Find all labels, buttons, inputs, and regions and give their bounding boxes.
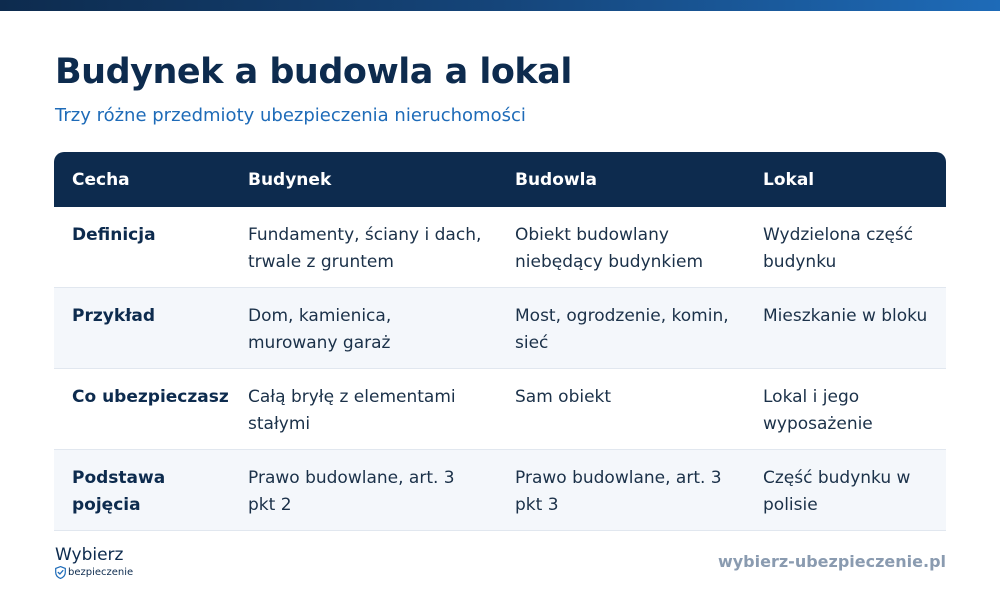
column-header-lokal: Lokal [763,169,815,190]
table-cell: Mieszkanie w bloku [763,306,928,326]
page-title: Budynek a budowla a lokal [55,52,572,92]
page-subtitle: Trzy różne przedmioty ubezpieczenia nieruchomości [55,105,526,126]
table-cell: Prawo budowlane, art. 3 pkt 3 [515,468,722,515]
row-label: Definicja [72,225,156,245]
table-cell: Fundamenty, ściany i dach, trwale z gruntem [248,225,482,272]
shield-check-icon [55,566,66,579]
table-cell: Most, ogrodzenie, komin, sieć [515,306,729,353]
comparison-table [54,152,946,531]
table-cell: Część budynku w polisie [763,468,911,515]
table-cell: Obiekt budowlany niebędący budynkiem [515,225,704,272]
table-row [54,207,946,288]
table-row [54,288,946,369]
table-cell: Prawo budowlane, art. 3 pkt 2 [248,468,455,515]
table-cell: Dom, kamienica, murowany garaż [248,306,392,353]
table-row [54,450,946,531]
footer-site-link[interactable]: wybierz-ubezpieczenie.pl [717,552,946,571]
table-cell: Całą bryłę z elementami stałymi [248,387,456,434]
column-header-cecha: Cecha [72,169,130,190]
row-label: Co ubezpieczasz [72,387,229,407]
logo-wordmark-bottom: bezpieczenie [68,567,134,578]
table-cell: Sam obiekt [515,387,612,407]
top-accent-bar [0,0,1000,11]
table-cell: Wydzielona część budynku [763,225,914,272]
logo-bottom-line [55,566,145,579]
row-label: Podstawa pojęcia [72,468,166,515]
table-cell: Lokal i jego wyposażenie [763,387,873,434]
column-header-budowla: Budowla [515,169,597,190]
brand-logo[interactable] [55,545,145,581]
column-header-budynek: Budynek [248,169,332,190]
table-header-row [54,152,946,207]
row-label: Przykład [72,306,156,326]
table-row [54,369,946,450]
logo-wordmark-top: Wybierz [55,545,124,565]
